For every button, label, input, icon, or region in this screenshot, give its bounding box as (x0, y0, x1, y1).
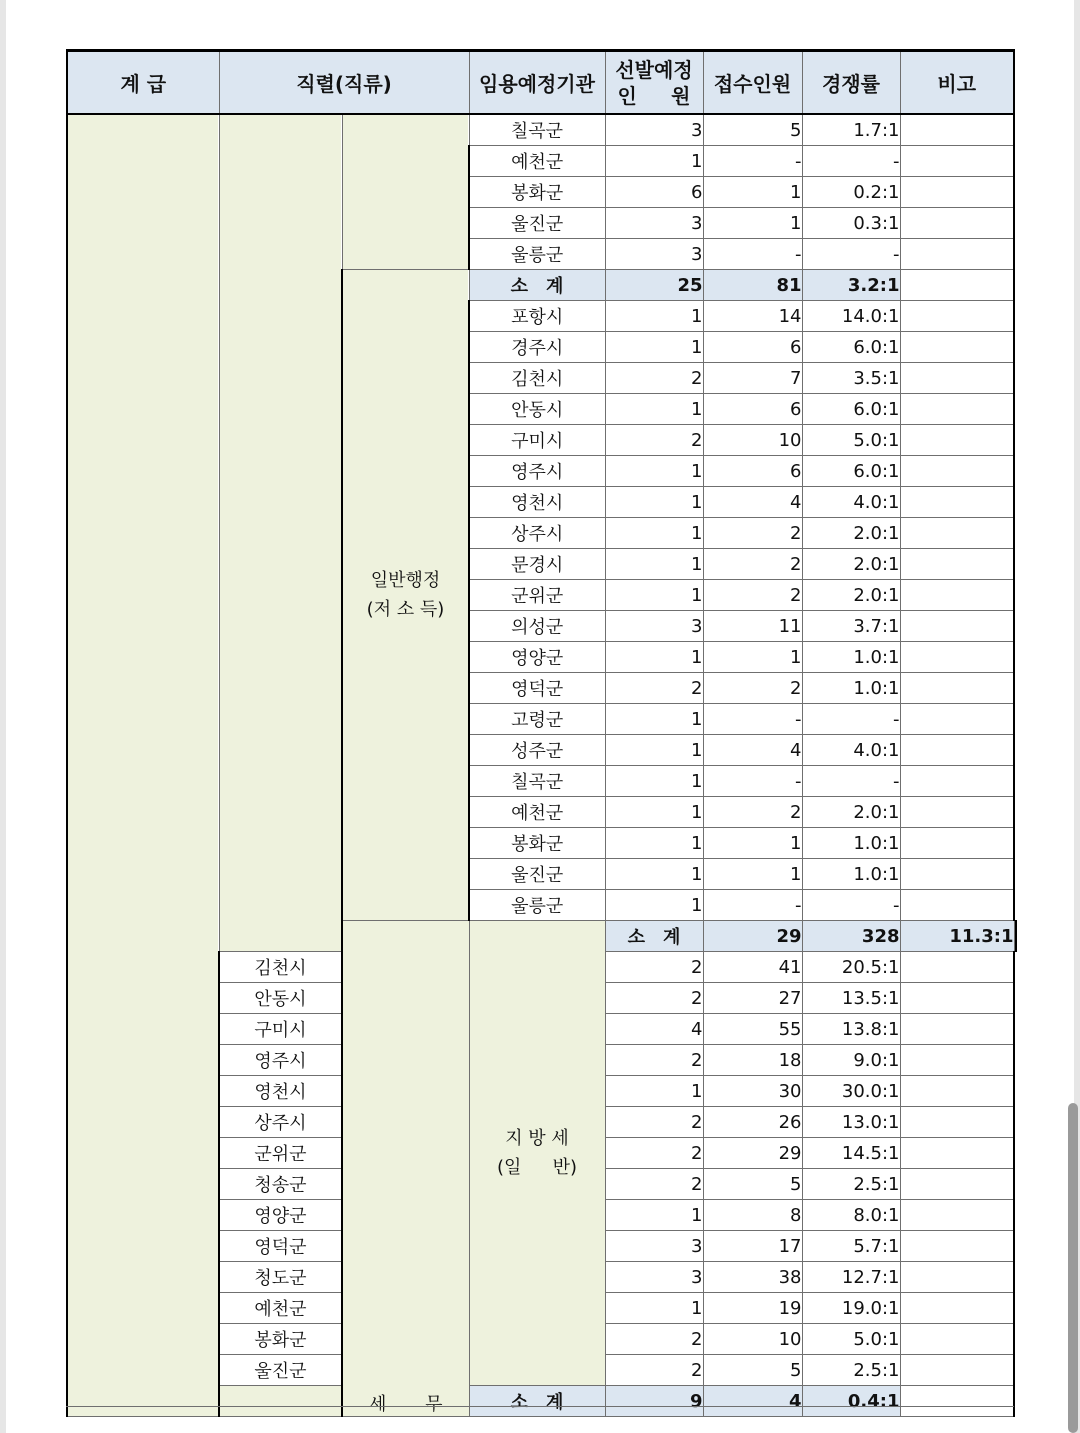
ratio-cell: 8.0:1 (802, 1200, 900, 1231)
ratio-cell: 19.0:1 (802, 1293, 900, 1324)
planned-cell: 2 (605, 425, 703, 456)
series-cell-cont (219, 114, 342, 952)
applicants-cell: 1 (703, 859, 802, 890)
org-cell: 영천시 (219, 1076, 342, 1107)
ratio-cell: 2.0:1 (802, 518, 900, 549)
applicants-cell: 30 (703, 1076, 802, 1107)
subtotal-label: 소 계 (605, 921, 703, 952)
org-cell: 영덕군 (469, 673, 605, 704)
org-cell: 안동시 (219, 983, 342, 1014)
ratio-cell: 3.7:1 (802, 611, 900, 642)
applicants-cell: 1 (703, 828, 802, 859)
ratio-cell: 0.2:1 (802, 177, 900, 208)
applicants-cell: 2 (703, 518, 802, 549)
applicants-cell: 5 (703, 1169, 802, 1200)
applicants-cell: 29 (703, 1138, 802, 1169)
note-cell (900, 766, 1014, 797)
org-cell: 울릉군 (469, 239, 605, 270)
note-cell (900, 363, 1014, 394)
ratio-cell: 12.7:1 (802, 1262, 900, 1293)
ratio-cell: 9.0:1 (802, 1045, 900, 1076)
sub-label-line2a: (일 (497, 1157, 522, 1178)
org-cell: 봉화군 (469, 828, 605, 859)
series-label-tax (343, 1390, 469, 1416)
applicants-cell: 1 (703, 642, 802, 673)
sub-cell-general-low (342, 270, 469, 921)
note-cell (900, 642, 1014, 673)
planned-cell: 3 (605, 114, 703, 146)
grade-cell (67, 114, 219, 1417)
ratio-cell: - (802, 704, 900, 735)
planned-cell: 2 (605, 952, 703, 983)
org-cell: 영천시 (469, 487, 605, 518)
org-cell: 구미시 (469, 425, 605, 456)
note-cell (900, 239, 1014, 270)
ratio-cell: 5.0:1 (802, 425, 900, 456)
planned-cell: 1 (605, 642, 703, 673)
applicants-cell: 2 (703, 549, 802, 580)
note-cell (900, 735, 1014, 766)
note-cell (900, 332, 1014, 363)
planned-cell: 2 (605, 1045, 703, 1076)
ratio-cell: 1.0:1 (802, 828, 900, 859)
ratio-cell: 0.4:1 (802, 1386, 900, 1417)
note-cell (900, 394, 1014, 425)
note-cell (900, 208, 1014, 239)
planned-cell: 9 (605, 1386, 703, 1417)
note-cell (900, 456, 1014, 487)
note-cell (900, 1107, 1014, 1138)
note-cell (900, 1045, 1014, 1076)
applicants-cell: 17 (703, 1231, 802, 1262)
table-row (67, 114, 1016, 146)
header-planned-line2a: 인 (617, 83, 637, 108)
note-cell (900, 1076, 1014, 1107)
planned-cell: 2 (605, 363, 703, 394)
applicants-cell: 14 (703, 301, 802, 332)
ratio-cell: 13.0:1 (802, 1107, 900, 1138)
applicants-cell: 41 (703, 952, 802, 983)
ratio-cell: - (802, 890, 900, 921)
applicants-cell: 6 (703, 394, 802, 425)
ratio-cell: 1.7:1 (802, 114, 900, 146)
note-cell (900, 952, 1014, 983)
planned-cell: 1 (605, 890, 703, 921)
note-cell (900, 549, 1014, 580)
planned-cell: 1 (605, 487, 703, 518)
ratio-cell: 1.0:1 (802, 673, 900, 704)
applicants-cell: 4 (703, 487, 802, 518)
recruitment-table (66, 49, 1017, 1417)
org-cell: 구미시 (219, 1014, 342, 1045)
applicants-cell: 10 (703, 425, 802, 456)
org-cell: 영양군 (469, 642, 605, 673)
org-cell: 군위군 (219, 1138, 342, 1169)
org-cell: 청송군 (219, 1169, 342, 1200)
ratio-cell: 4.0:1 (802, 487, 900, 518)
planned-cell: 2 (605, 1169, 703, 1200)
sub-cell-localtax (469, 921, 605, 1386)
org-cell: 고령군 (469, 704, 605, 735)
applicants-cell: 11 (703, 611, 802, 642)
org-cell: 영덕군 (219, 1231, 342, 1262)
org-cell: 김천시 (469, 363, 605, 394)
sub-label-line1: 지 방 세 (505, 1128, 569, 1149)
planned-cell: 3 (605, 611, 703, 642)
ratio-cell: 0.3:1 (802, 208, 900, 239)
org-cell: 예천군 (219, 1293, 342, 1324)
scrollbar-thumb[interactable] (1068, 1103, 1078, 1433)
series-label-tax-a: 세 (369, 1394, 387, 1415)
series-cell-tax (342, 921, 469, 1417)
ratio-cell: 3.5:1 (802, 363, 900, 394)
note-cell (900, 487, 1014, 518)
planned-cell: 1 (605, 394, 703, 425)
note-cell (900, 611, 1014, 642)
org-cell: 울진군 (469, 859, 605, 890)
org-cell: 봉화군 (469, 177, 605, 208)
applicants-cell: - (703, 766, 802, 797)
planned-cell: 2 (605, 673, 703, 704)
note-cell (900, 704, 1014, 735)
applicants-cell: - (703, 704, 802, 735)
org-cell: 칠곡군 (469, 114, 605, 146)
note-cell (1014, 921, 1016, 952)
note-cell (900, 1386, 1014, 1417)
applicants-cell: 19 (703, 1293, 802, 1324)
header-applicants: 접수인원 (703, 51, 802, 115)
note-cell (900, 1169, 1014, 1200)
header-planned-line2b: 원 (671, 83, 691, 108)
ratio-cell: 1.0:1 (802, 859, 900, 890)
planned-cell: 2 (605, 1138, 703, 1169)
ratio-cell: 2.0:1 (802, 580, 900, 611)
applicants-cell: 6 (703, 456, 802, 487)
header-grade: 계 급 (67, 51, 219, 115)
planned-cell: 3 (605, 208, 703, 239)
planned-cell: 3 (605, 239, 703, 270)
note-cell (900, 114, 1014, 146)
planned-cell: 3 (605, 1262, 703, 1293)
ratio-cell: 13.5:1 (802, 983, 900, 1014)
note-cell (900, 301, 1014, 332)
applicants-cell: 6 (703, 332, 802, 363)
note-cell (900, 797, 1014, 828)
ratio-cell: - (802, 766, 900, 797)
subtotal-label: 소 계 (469, 1386, 605, 1417)
planned-cell: 1 (605, 549, 703, 580)
planned-cell: 1 (605, 580, 703, 611)
ratio-cell: - (802, 239, 900, 270)
applicants-cell: - (703, 146, 802, 177)
applicants-cell: 2 (703, 580, 802, 611)
applicants-cell: 2 (703, 673, 802, 704)
note-cell (900, 1262, 1014, 1293)
planned-cell: 3 (605, 1231, 703, 1262)
ratio-cell: 6.0:1 (802, 332, 900, 363)
planned-cell: 1 (605, 1200, 703, 1231)
note-cell (900, 828, 1014, 859)
org-cell: 김천시 (219, 952, 342, 983)
ratio-cell: 6.0:1 (802, 394, 900, 425)
note-cell (900, 146, 1014, 177)
ratio-cell: 6.0:1 (802, 456, 900, 487)
planned-cell: 1 (605, 301, 703, 332)
ratio-cell: 13.8:1 (802, 1014, 900, 1045)
note-cell (900, 270, 1014, 301)
header-note: 비고 (900, 51, 1014, 115)
org-cell: 성주군 (469, 735, 605, 766)
sub-label-localtax (470, 1124, 605, 1182)
planned-cell: 29 (703, 921, 802, 952)
ratio-cell: 5.0:1 (802, 1324, 900, 1355)
planned-cell: 2 (605, 983, 703, 1014)
ratio-cell: 4.0:1 (802, 735, 900, 766)
note-cell (900, 1014, 1014, 1045)
sub-label-line2b: 반) (552, 1157, 577, 1178)
note-cell (900, 177, 1014, 208)
header-org: 임용예정기관 (469, 51, 605, 115)
ratio-cell: 3.2:1 (802, 270, 900, 301)
org-cell: 울릉군 (469, 890, 605, 921)
planned-cell: 1 (605, 735, 703, 766)
applicants-cell: 5 (703, 1355, 802, 1386)
org-cell: 칠곡군 (469, 766, 605, 797)
note-cell (900, 859, 1014, 890)
planned-cell: 1 (605, 828, 703, 859)
org-cell: 예천군 (469, 797, 605, 828)
note-cell (900, 983, 1014, 1014)
applicants-cell: 18 (703, 1045, 802, 1076)
note-cell (900, 1355, 1014, 1386)
org-cell: 영주시 (469, 456, 605, 487)
applicants-cell: 10 (703, 1324, 802, 1355)
org-cell: 경주시 (469, 332, 605, 363)
org-cell: 영양군 (219, 1200, 342, 1231)
planned-cell: 1 (605, 518, 703, 549)
note-cell (900, 518, 1014, 549)
ratio-cell: 20.5:1 (802, 952, 900, 983)
ratio-cell: 2.5:1 (802, 1169, 900, 1200)
sub-label-general-low (343, 566, 468, 624)
planned-cell: 1 (605, 797, 703, 828)
planned-cell: 6 (605, 177, 703, 208)
org-cell: 문경시 (469, 549, 605, 580)
window-left-edge (0, 0, 6, 1433)
sub-label-line2 (497, 1153, 577, 1182)
applicants-cell: 328 (802, 921, 900, 952)
note-cell (900, 1324, 1014, 1355)
org-cell: 청도군 (219, 1262, 342, 1293)
sub-label-line1: 일반행정 (370, 570, 441, 591)
ratio-cell: 11.3:1 (900, 921, 1014, 952)
ratio-cell: 5.7:1 (802, 1231, 900, 1262)
applicants-cell: 7 (703, 363, 802, 394)
org-cell: 의성군 (469, 611, 605, 642)
org-cell: 포항시 (469, 301, 605, 332)
applicants-cell: 38 (703, 1262, 802, 1293)
org-cell: 영주시 (219, 1045, 342, 1076)
note-cell (900, 1138, 1014, 1169)
applicants-cell: 1 (703, 208, 802, 239)
planned-cell: 1 (605, 1293, 703, 1324)
note-cell (900, 673, 1014, 704)
planned-cell: 25 (605, 270, 703, 301)
org-cell: 상주시 (219, 1107, 342, 1138)
applicants-cell: 27 (703, 983, 802, 1014)
org-cell: 봉화군 (219, 1324, 342, 1355)
note-cell (900, 890, 1014, 921)
subtotal-label: 소 계 (469, 270, 605, 301)
ratio-cell: 30.0:1 (802, 1076, 900, 1107)
note-cell (900, 1293, 1014, 1324)
header-row (67, 51, 1016, 115)
org-cell: 군위군 (469, 580, 605, 611)
header-ratio: 경쟁률 (802, 51, 900, 115)
planned-cell: 1 (605, 704, 703, 735)
sub-label-line2: (저 소 득) (366, 599, 445, 620)
planned-cell: 2 (605, 1324, 703, 1355)
ratio-cell: 2.5:1 (802, 1355, 900, 1386)
table-bottom-edge (66, 1406, 1014, 1407)
ratio-cell: 1.0:1 (802, 642, 900, 673)
applicants-cell: 81 (703, 270, 802, 301)
applicants-cell: - (703, 890, 802, 921)
series-label-tax-b: 무 (425, 1394, 443, 1415)
ratio-cell: 2.0:1 (802, 797, 900, 828)
applicants-cell: 26 (703, 1107, 802, 1138)
org-cell: 울진군 (469, 208, 605, 239)
ratio-cell: 14.0:1 (802, 301, 900, 332)
note-cell (900, 580, 1014, 611)
planned-cell: 1 (605, 332, 703, 363)
ratio-cell: - (802, 146, 900, 177)
applicants-cell: 5 (703, 114, 802, 146)
planned-cell: 2 (605, 1107, 703, 1138)
planned-cell: 1 (605, 859, 703, 890)
planned-cell: 1 (605, 146, 703, 177)
applicants-cell: 55 (703, 1014, 802, 1045)
ratio-cell: 14.5:1 (802, 1138, 900, 1169)
sub-cell-next (219, 1386, 342, 1417)
applicants-cell: 1 (703, 177, 802, 208)
header-planned (605, 51, 703, 115)
note-cell (900, 425, 1014, 456)
org-cell: 안동시 (469, 394, 605, 425)
applicants-cell: - (703, 239, 802, 270)
planned-cell: 1 (605, 766, 703, 797)
header-planned-line1: 선발예정 (615, 57, 693, 82)
applicants-cell: 4 (703, 735, 802, 766)
org-cell: 울진군 (219, 1355, 342, 1386)
applicants-cell: 8 (703, 1200, 802, 1231)
applicants-cell: 2 (703, 797, 802, 828)
note-cell (900, 1200, 1014, 1231)
applicants-cell: 4 (703, 1386, 802, 1417)
ratio-cell: 2.0:1 (802, 549, 900, 580)
planned-cell: 4 (605, 1014, 703, 1045)
planned-cell: 2 (605, 1355, 703, 1386)
planned-cell: 1 (605, 456, 703, 487)
header-series: 직렬(직류) (219, 51, 469, 115)
org-cell: 예천군 (469, 146, 605, 177)
planned-cell: 1 (605, 1076, 703, 1107)
note-cell (900, 1231, 1014, 1262)
sub-cell-cont (342, 114, 469, 270)
org-cell: 상주시 (469, 518, 605, 549)
